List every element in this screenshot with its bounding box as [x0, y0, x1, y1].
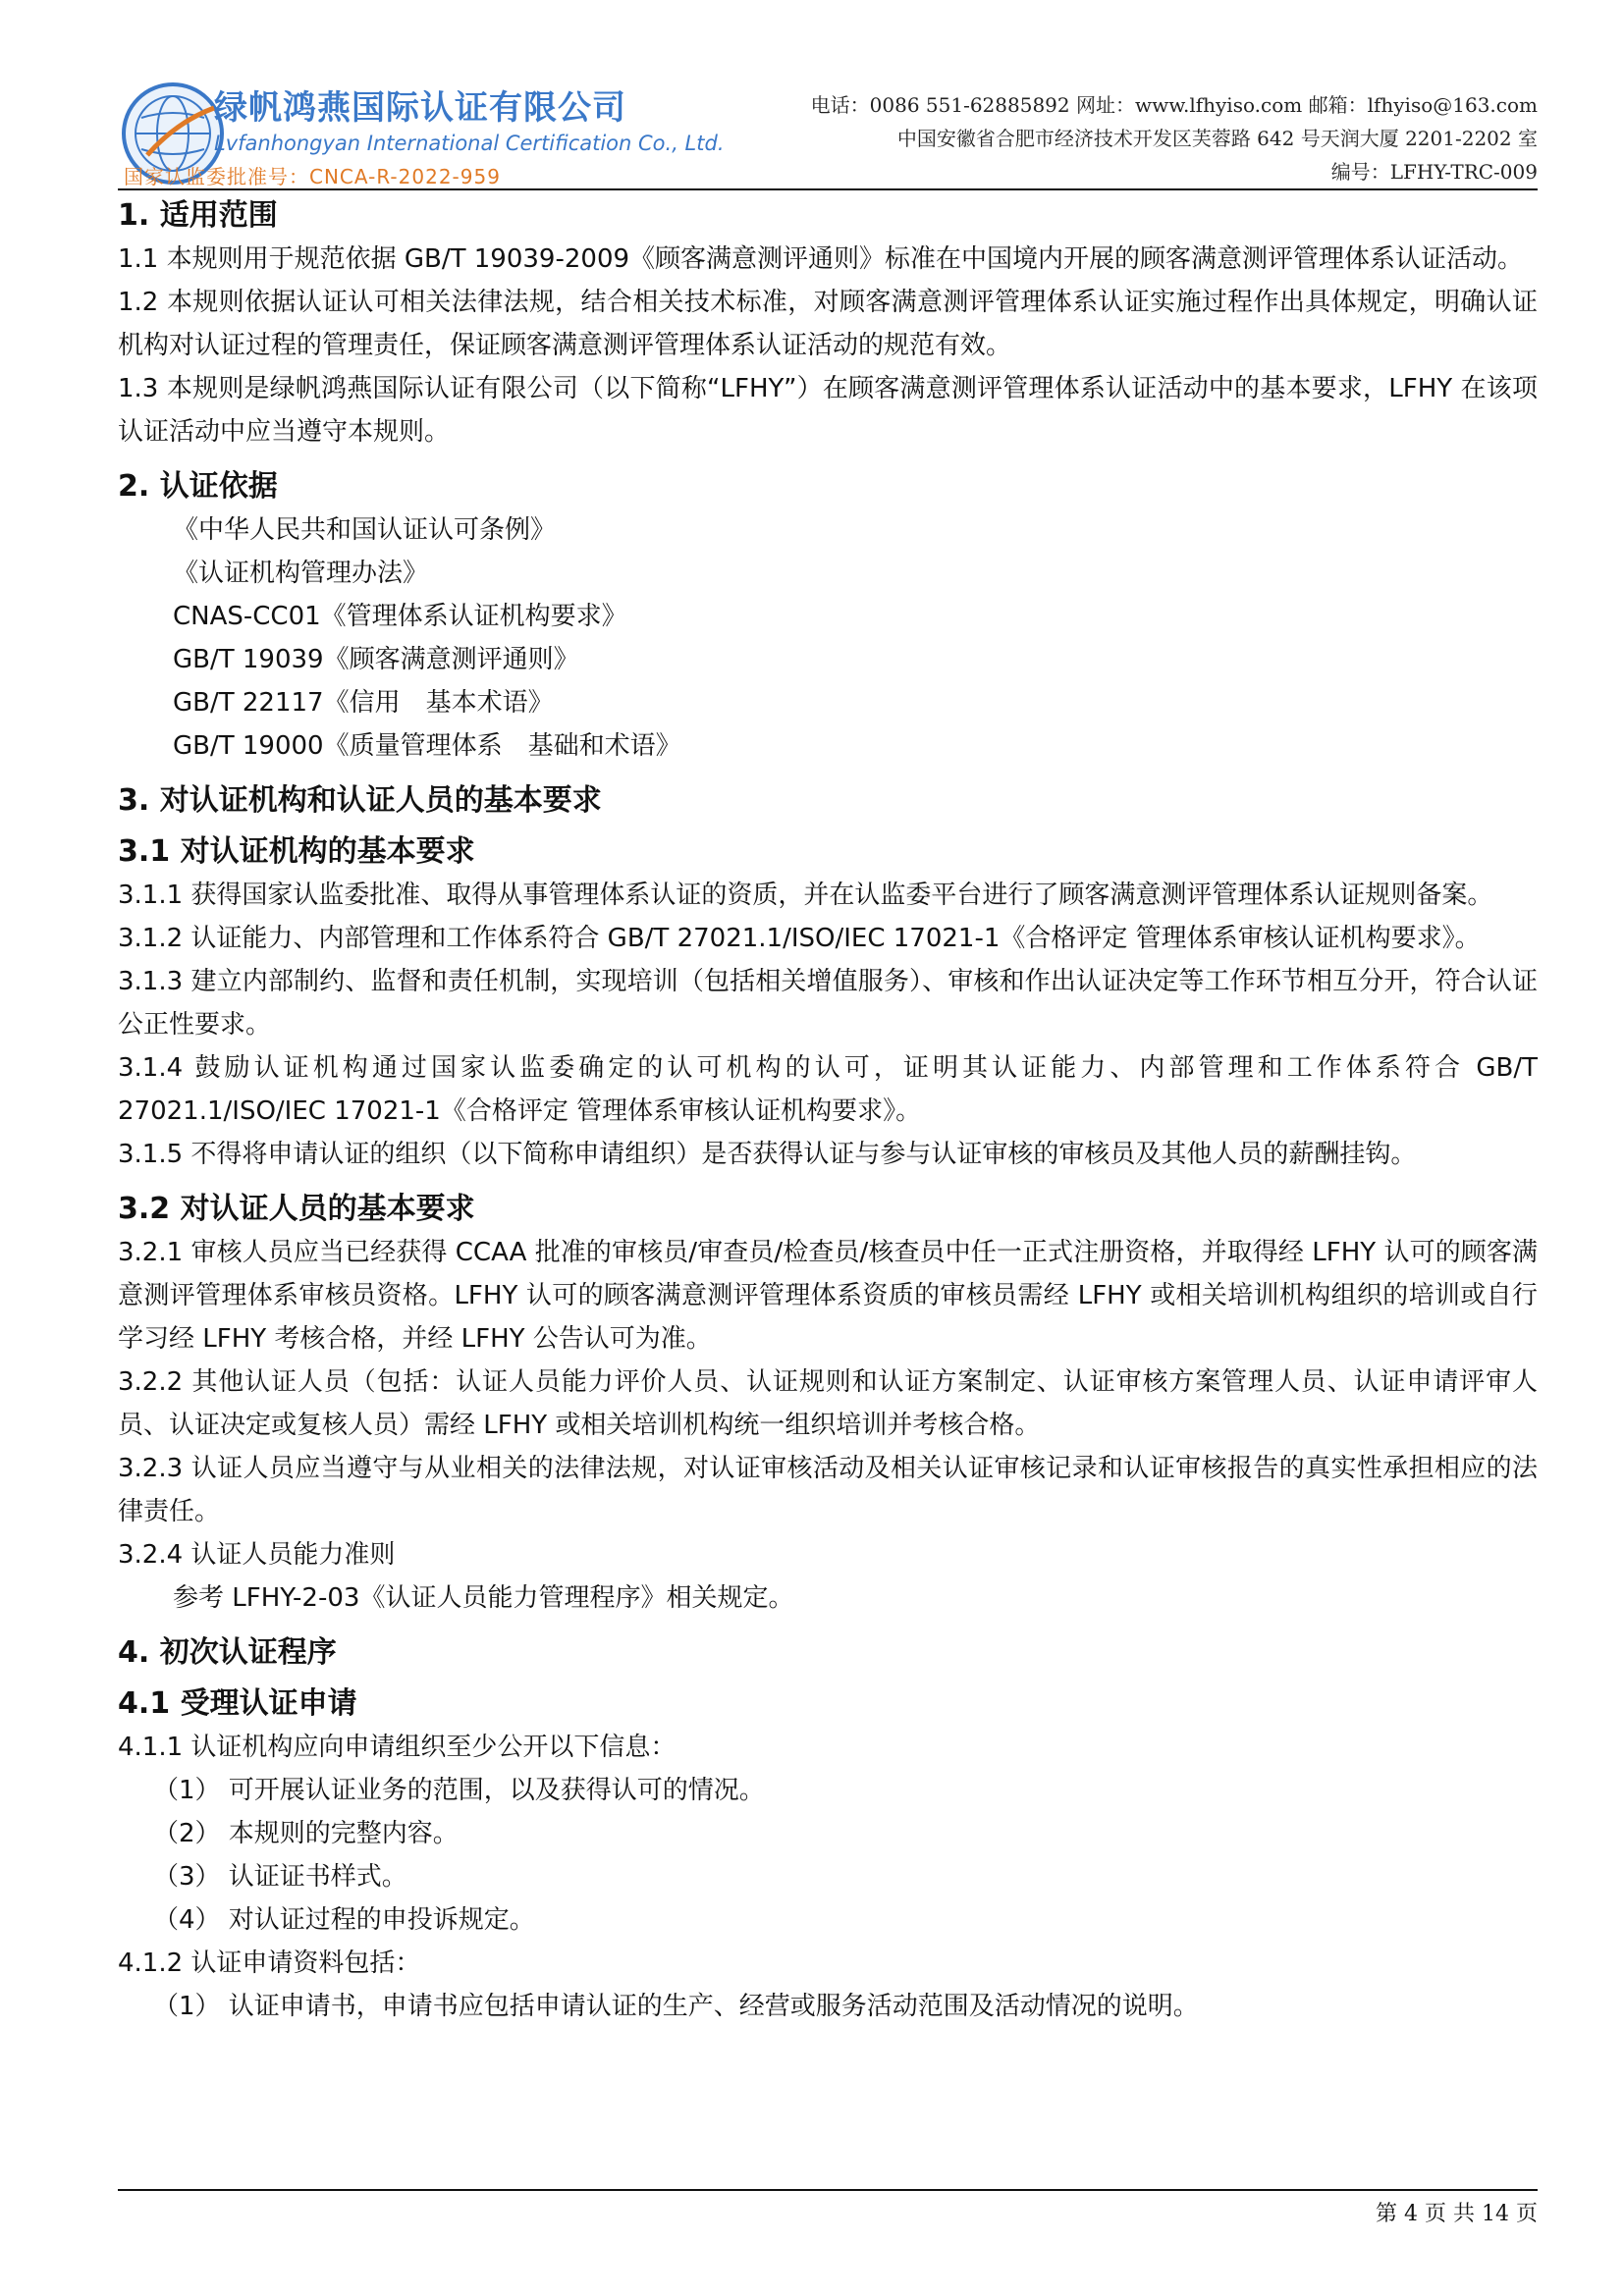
- company-name-en: Lvfanhongyan International Certification Co., Ltd.: [214, 132, 725, 155]
- paragraph-3-2-3: 3.2.3 认证人员应当遵守与从业相关的法律法规，对认证审核活动及相关认证审核记录和认证审核报告的真实性承担相应的法律责任。: [118, 1454, 1538, 1526]
- list-item: （3） 认证证书样式。: [153, 1862, 407, 1892]
- paragraph-3-1-2: 3.1.2 认证能力、内部管理和工作体系符合 GB/T 27021.1/ISO/IEC 17021-1《合格评定 管理体系审核认证机构要求》。: [118, 924, 1481, 953]
- basis-item: GB/T 19039《顾客满意测评通则》: [173, 645, 579, 674]
- paragraph-3-2-1: 3.2.1 审核人员应当已经获得 CCAA 批准的审核员/审查员/检查员/核查员中任一正式注册资格，并取得经 LFHY 认可的顾客满意测评管理体系审核员资格。LFHY 认可的顾客满意测评管理体系资质的审核员需经 LFHY 或相关培训机构组织的培训或自行学习经 LFHY 考核合格，并经 LFHY 公告认可为准。: [118, 1238, 1538, 1354]
- basis-item: 《中华人民共和国认证认可条例》: [173, 515, 557, 545]
- document-body: [118, 194, 1538, 2028]
- contact-line: 电话：0086 551-62885892 网址：www.lfhyiso.com 邮箱：lfhyiso@163.com: [810, 93, 1538, 117]
- paragraph-3-2-4-detail: 参考 LFHY-2-03《认证人员能力管理程序》相关规定。: [173, 1583, 794, 1613]
- paragraph-1-1: 1.1 本规则用于规范依据 GB/T 19039-2009《顾客满意测评通则》标准在中国境内开展的顾客满意测评管理体系认证活动。: [118, 244, 1524, 274]
- section-4-1-title: 4.1 受理认证申请: [118, 1686, 357, 1721]
- paragraph-3-2-2: 3.2.2 其他认证人员（包括：认证人员能力评价人员、认证规则和认证方案制定、认证审核方案管理人员、认证申请评审人员、认证决定或复核人员）需经 LFHY 或相关培训机构统一组织培训并考核合格。: [118, 1367, 1538, 1440]
- paragraph-3-1-3: 3.1.3 建立内部制约、监督和责任机制，实现培训（包括相关增值服务）、审核和作出认证决定等工作环节相互分开，符合认证公正性要求。: [118, 967, 1538, 1040]
- paragraph-4-1-2: 4.1.2 认证申请资料包括：: [118, 1949, 421, 1978]
- section-2-title: 2. 认证依据: [118, 469, 278, 504]
- section-1-title: 1. 适用范围: [118, 198, 278, 233]
- section-3-title: 3. 对认证机构和认证人员的基本要求: [118, 783, 602, 818]
- header-divider: [118, 188, 1538, 190]
- footer-divider: [118, 2189, 1538, 2191]
- paragraph-3-2-4: 3.2.4 认证人员能力准则: [118, 1540, 396, 1570]
- paragraph-3-1-5: 3.1.5 不得将申请认证的组织（以下简称申请组织）是否获得认证与参与认证审核的审核员及其他人员的薪酬挂钩。: [118, 1140, 1417, 1169]
- basis-item: GB/T 19000《质量管理体系 基础和术语》: [173, 731, 681, 761]
- section-3-2-title: 3.2 对认证人员的基本要求: [118, 1192, 475, 1226]
- basis-item: CNAS-CC01《管理体系认证机构要求》: [173, 602, 627, 631]
- contact-block: [811, 88, 1538, 188]
- paragraph-4-1-1: 4.1.1 认证机构应向申请组织至少公开以下信息：: [118, 1733, 677, 1762]
- paragraph-1-3: 1.3 本规则是绿帆鸿燕国际认证有限公司（以下简称“LFHY”）在顾客满意测评管理体系认证活动中的基本要求，LFHY 在该项认证活动中应当遵守本规则。: [118, 374, 1538, 447]
- paragraph-3-1-4: 3.1.4 鼓励认证机构通过国家认监委确定的认可机构的认可，证明其认证能力、内部管理和工作体系符合 GB/T 27021.1/ISO/IEC 17021-1《合格评定 管理体系审核认证机构要求》。: [118, 1053, 1538, 1126]
- approval-number: 国家认监委批准号：CNCA-R-2022-959: [124, 165, 501, 188]
- paragraph-3-1-1: 3.1.1 获得国家认监委批准、取得从事管理体系认证的资质，并在认监委平台进行了顾客满意测评管理体系认证规则备案。: [118, 881, 1493, 910]
- list-item: （1） 可开展认证业务的范围，以及获得认可的情况。: [153, 1776, 765, 1805]
- list-item: （4） 对认证过程的申投诉规定。: [153, 1905, 535, 1935]
- basis-item: GB/T 22117《信用 基本术语》: [173, 688, 554, 718]
- page-number: 第 4 页 共 14 页: [1376, 2202, 1538, 2226]
- section-4-title: 4. 初次认证程序: [118, 1635, 337, 1670]
- document-header: [118, 71, 1538, 187]
- section-3-1-title: 3.1 对认证机构的基本要求: [118, 834, 475, 869]
- paragraph-1-2: 1.2 本规则依据认证认可相关法律法规，结合相关技术标准，对顾客满意测评管理体系认证实施过程作出具体规定，明确认证机构对认证过程的管理责任，保证顾客满意测评管理体系认证活动的规范有效。: [118, 288, 1538, 360]
- document-code: 编号：LFHY-TRC-009: [1330, 160, 1538, 184]
- address-line: 中国安徽省合肥市经济技术开发区芙蓉路 642 号天润大厦 2201-2202 室: [896, 127, 1538, 150]
- company-name-cn: 绿帆鸿燕国际认证有限公司: [214, 88, 626, 128]
- basis-item: 《认证机构管理办法》: [173, 559, 429, 588]
- list-item: （2） 本规则的完整内容。: [153, 1819, 459, 1848]
- list-item: （1） 认证申请书，申请书应包括申请认证的生产、经营或服务活动范围及活动情况的说明。: [153, 1992, 1199, 2021]
